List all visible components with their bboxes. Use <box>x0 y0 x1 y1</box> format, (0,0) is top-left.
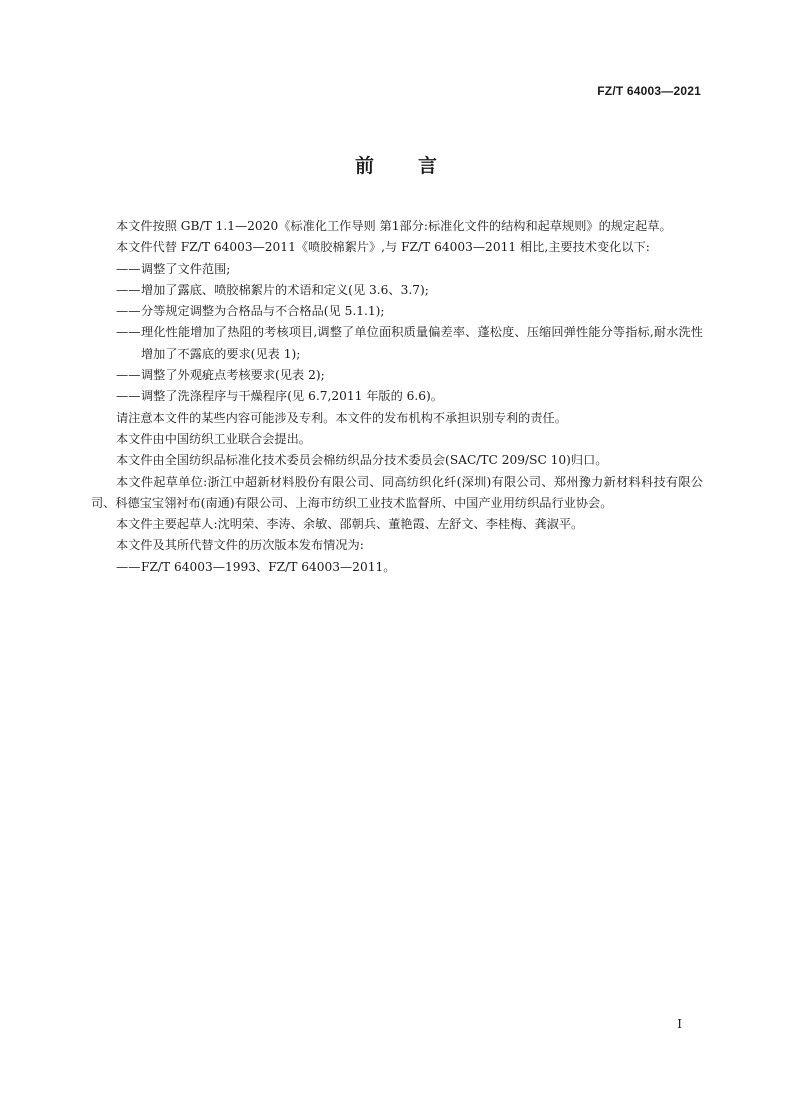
list-item <box>91 259 703 280</box>
history-list-item <box>91 557 703 578</box>
paragraph-proposer: 本文件由中国纺织工业联合会提出。 <box>116 431 311 446</box>
list-item <box>91 365 703 386</box>
document-body <box>91 216 703 578</box>
list-item-text: 分等规定调整为合格品与不合格品(见 5.1.1); <box>141 304 385 319</box>
list-dash: —— <box>116 282 141 297</box>
list-dash: —— <box>116 261 141 276</box>
list-dash: —— <box>116 325 141 340</box>
list-dash: —— <box>116 304 141 319</box>
list-item <box>91 386 703 407</box>
paragraph-responsible-committee: 本文件由全国纺织品标准化技术委员会棉纺织品分技术委员会(SAC/TC 209/SC 10)归口。 <box>116 453 608 468</box>
paragraph-patent-notice: 请注意本文件的某些内容可能涉及专利。本文件的发布机构不承担识别专利的责任。 <box>116 410 567 425</box>
list-item-text: 调整了文件范围; <box>141 261 231 276</box>
paragraph-drafting-basis: 本文件按照 GB/T 1.1—2020《标准化工作导则 第1部分:标准化文件的结构和起草规则》的规定起草。 <box>116 219 672 233</box>
list-item-text: 理化性能增加了热阻的考核项目,调整了单位面积质量偏差率、蓬松度、压缩回弹性能分等指标,耐水洗性增加了不露底的要求(见表 1); <box>141 325 703 361</box>
list-item-text: 调整了洗涤程序与干燥程序(见 6.7,2011 年版的 6.6)。 <box>141 389 443 404</box>
list-item <box>91 280 703 301</box>
paragraph-replacement: 本文件代替 FZ/T 64003—2011《喷胶棉絮片》,与 FZ/T 64003—2011 相比,主要技术变化以下: <box>116 240 650 255</box>
history-item-text: FZ/T 64003—1993、FZ/T 64003—2011。 <box>141 559 396 574</box>
list-item-text: 调整了外观疵点考核要求(见表 2); <box>141 368 325 383</box>
page-title: 前言 <box>354 155 481 177</box>
list-item-text: 增加了露底、喷胶棉絮片的术语和定义(见 3.6、3.7); <box>141 282 429 297</box>
list-dash: —— <box>116 368 141 383</box>
paragraph-version-history: 本文件及其所代替文件的历次版本发布情况为: <box>116 538 364 553</box>
list-dash: —— <box>116 559 141 574</box>
page-number: I <box>677 1017 682 1031</box>
paragraph-drafting-organizations: 本文件起草单位:浙江中超新材料股份有限公司、同高纺织化纤(深圳)有限公司、郑州豫力新材料科技有限公司、科德宝宝翎衬布(南通)有限公司、上海市纺织工业技术监督所、中国产业用纺织品行业协会。 <box>91 474 703 510</box>
list-item <box>91 301 703 322</box>
list-item <box>91 322 703 365</box>
changes-list <box>91 259 703 408</box>
list-dash: —— <box>116 389 141 404</box>
paragraph-drafters: 本文件主要起草人:沈明荣、李涛、余敏、邵朝兵、董艳霞、左舒文、李桂梅、龚淑平。 <box>116 517 584 532</box>
document-code: FZ/T 64003—2021 <box>597 84 701 98</box>
